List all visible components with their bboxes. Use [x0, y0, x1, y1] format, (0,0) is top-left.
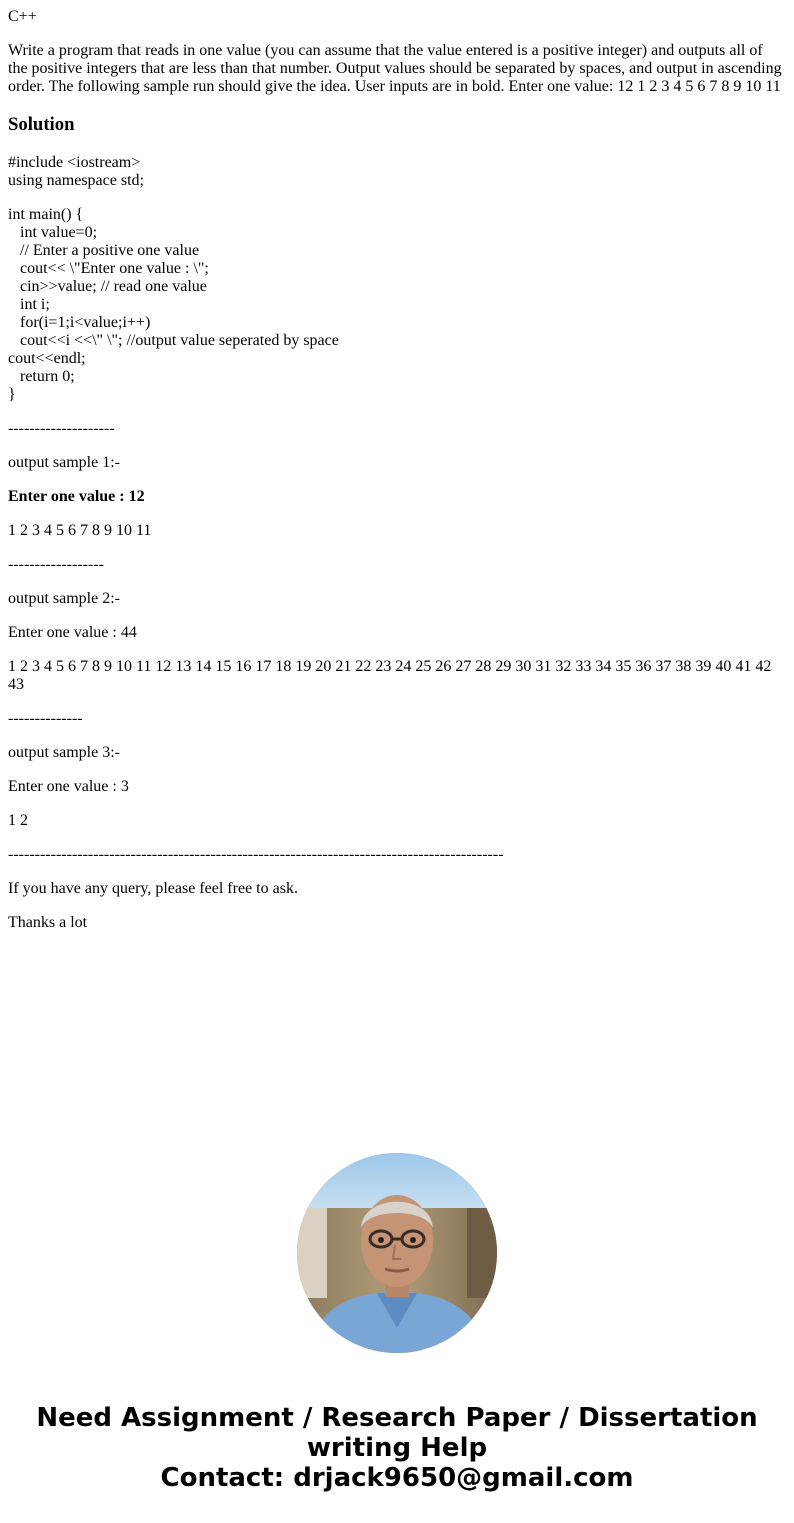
sample-label: output sample 2:- [8, 590, 120, 607]
code-line: #include <iostream> [8, 154, 141, 171]
footer-banner [0, 1403, 794, 1493]
code-line: int main() { [8, 206, 84, 223]
content [8, 0, 786, 948]
separator: --------------------------------------------------------------------------------------------- [8, 846, 504, 863]
code-line: cout<<i <<\" \"; //output value seperated by space [8, 332, 339, 349]
code-line: // Enter a positive one value [8, 242, 200, 259]
code-line: return 0; [8, 368, 75, 385]
author-portrait-icon [297, 1153, 497, 1353]
code-line: for(i=1;i<value;i++) [8, 314, 151, 331]
closing-text: Thanks a lot [8, 914, 88, 931]
separator: -------------- [8, 710, 83, 727]
code-line: using namespace std; [8, 172, 144, 189]
closing-text: If you have any query, please feel free to ask. [8, 880, 298, 897]
author-avatar [297, 1153, 497, 1353]
code-include-block [8, 154, 786, 190]
separator: ------------------ [8, 556, 104, 573]
code-line: int value=0; [8, 224, 98, 241]
code-line: cout<< \"Enter one value : \"; [8, 260, 209, 277]
code-line: cout<<endl; [8, 350, 86, 367]
separator: -------------------- [8, 420, 115, 437]
sample-output: 1 2 3 4 5 6 7 8 9 10 11 12 13 14 15 16 17 18 19 20 21 22 23 24 25 26 27 28 29 30 31 32 33 34 35 36 37 38 39 40 41 42 43 [8, 658, 772, 693]
sample-output: 1 2 3 4 5 6 7 8 9 10 11 [8, 522, 152, 539]
footer-contact: Contact: drjack9650@gmail.com [160, 1463, 634, 1493]
code-line: } [8, 386, 16, 403]
sample-label: output sample 1:- [8, 454, 120, 471]
code-line: int i; [8, 296, 50, 313]
question-language: C++ [8, 8, 37, 25]
sample-input: Enter one value : 12 [8, 488, 145, 505]
sample-output: 1 2 [8, 812, 28, 829]
solution-heading: Solution [8, 114, 75, 135]
footer-line: Need Assignment / Research Paper / Dissertation [36, 1403, 758, 1433]
footer-line: writing Help [306, 1433, 488, 1463]
sample-input: Enter one value : 3 [8, 778, 129, 795]
sample-input: Enter one value : 44 [8, 624, 137, 641]
code-main-block [8, 206, 786, 404]
code-line: cin>>value; // read one value [8, 278, 207, 295]
sample-label: output sample 3:- [8, 744, 120, 761]
question-text: Write a program that reads in one value (you can assume that the value entered is a positive integer) and outputs all of the positive integers that are less than that number. Output values should be separated by spaces, and output in ascending order. The following sample run should give the idea. User inputs are in bold. Enter one value: 12 1 2 3 4 5 6 7 8 9 10 11 [8, 42, 782, 95]
